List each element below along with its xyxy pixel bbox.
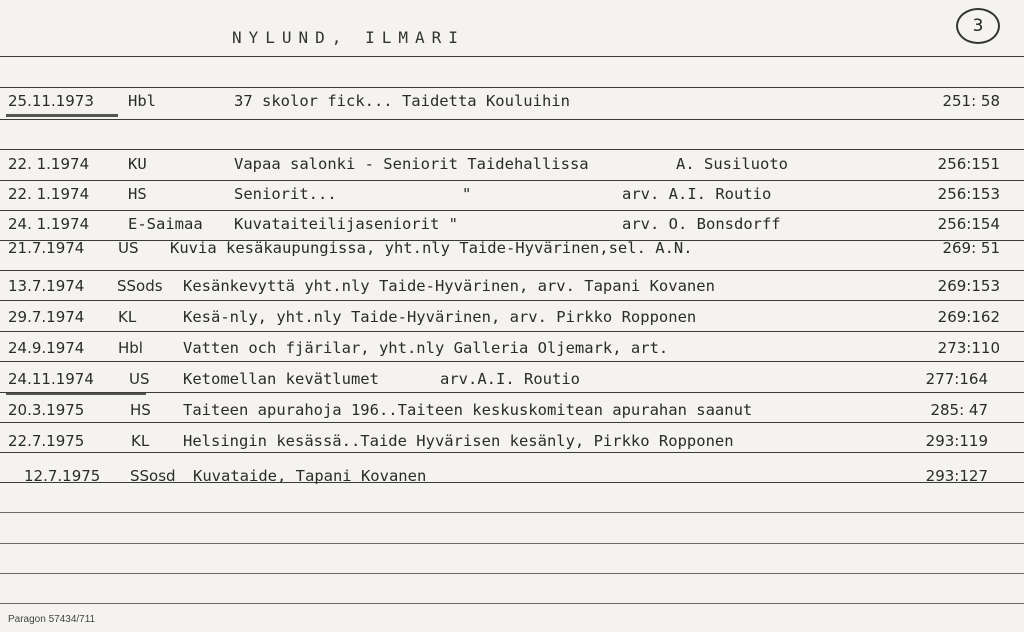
entry-extra: arv.A.I. Routio <box>440 370 580 388</box>
entry-text: 37 skolor fick... Taidetta Kouluihin <box>234 92 570 110</box>
list-item <box>0 308 1024 332</box>
entry-ref: 269: 51 <box>942 239 1000 257</box>
entry-ref: 273:110 <box>937 339 1000 357</box>
rule-line <box>0 603 1024 604</box>
rule-line <box>0 543 1024 544</box>
entry-source: SSosd <box>130 467 176 485</box>
entry-text: Kuvataiteilijaseniorit " <box>234 215 458 233</box>
list-item <box>0 277 1024 301</box>
list-item <box>0 339 1024 363</box>
entry-source: US <box>129 370 150 388</box>
list-item <box>0 401 1024 425</box>
rule-line <box>0 149 1024 150</box>
entry-ref: 277:164 <box>925 370 988 388</box>
entry-text: Seniorit... <box>234 185 337 203</box>
card-title: NYLUND, ILMARI <box>232 28 465 47</box>
entry-text: Kuvataide, Tapani Kovanen <box>193 467 427 485</box>
entry-source: Hbl <box>128 92 156 110</box>
entry-source: KL <box>118 308 137 326</box>
rule-line <box>0 512 1024 513</box>
entry-date: 22.7.1975 <box>8 432 85 450</box>
list-item <box>0 215 1024 239</box>
entry-source: KL <box>131 432 150 450</box>
underline-mark <box>6 114 118 117</box>
rule-line <box>0 180 1024 181</box>
entry-date: 20.3.1975 <box>8 401 85 419</box>
entry-date: 22. 1.1974 <box>8 155 90 173</box>
entry-date: 25.11.1973 <box>8 92 94 110</box>
entry-source: HS <box>128 185 147 203</box>
entry-date: 22. 1.1974 <box>8 185 90 203</box>
entry-date: 13.7.1974 <box>8 277 85 295</box>
rule-line <box>0 87 1024 88</box>
entry-source: KU <box>128 155 147 173</box>
entry-ref: 269:162 <box>937 308 1000 326</box>
entry-text: Vatten och fjärilar, yht.nly Galleria Oljemark, art. <box>183 339 669 357</box>
entry-date: 21.7.1974 <box>8 239 85 257</box>
entry-text: Kesänkevyttä yht.nly Taide-Hyvärinen, arv. Tapani Kovanen <box>183 277 715 295</box>
entry-ref: 285: 47 <box>930 401 988 419</box>
rule-line <box>0 573 1024 574</box>
entry-date: 12.7.1975 <box>24 467 101 485</box>
entry-ref: 256:154 <box>937 215 1000 233</box>
rule-line <box>0 210 1024 211</box>
entry-ref: 256:151 <box>937 155 1000 173</box>
list-item <box>0 239 1024 263</box>
entry-source: SSods <box>117 277 163 295</box>
underline-mark <box>6 393 146 395</box>
rule-line <box>0 56 1024 57</box>
entry-source: US <box>118 239 139 257</box>
entry-extra: A. Susiluoto <box>676 155 788 173</box>
entry-ref: 269:153 <box>937 277 1000 295</box>
entry-ref: 293:119 <box>925 432 988 450</box>
list-item <box>0 185 1024 209</box>
entry-text: Vapaa salonki - Seniorit Taidehallissa <box>234 155 589 173</box>
entry-ref: 256:153 <box>937 185 1000 203</box>
rule-line <box>0 270 1024 271</box>
entry-extra: arv. O. Bonsdorff <box>622 215 781 233</box>
entry-ditto: " <box>462 185 472 203</box>
entry-text: Kuvia kesäkaupungissa, yht.nly Taide-Hyvärinen,sel. A.N. <box>170 239 693 257</box>
entry-source: HS <box>130 401 151 419</box>
entry-text: Taiteen apurahoja 196..Taiteen keskuskomitean apurahan saanut <box>183 401 753 419</box>
entry-source: E-Saimaa <box>128 215 203 233</box>
entry-date: 29.7.1974 <box>8 308 85 326</box>
entry-extra: arv. A.I. Routio <box>622 185 772 203</box>
card-footer: Paragon 57434/711 <box>8 614 96 625</box>
list-item <box>0 370 1024 394</box>
card-number: 3 <box>972 16 984 36</box>
entry-text: Kesä-nly, yht.nly Taide-Hyvärinen, arv. Pirkko Ropponen <box>183 308 697 326</box>
list-item <box>0 432 1024 456</box>
list-item <box>0 155 1024 179</box>
entry-date: 24. 1.1974 <box>8 215 90 233</box>
entry-ref: 293:127 <box>925 467 988 485</box>
list-item <box>0 467 1024 491</box>
entry-date: 24.11.1974 <box>8 370 94 388</box>
entry-text: Ketomellan kevätlumet <box>183 370 379 388</box>
list-item <box>0 92 1024 116</box>
entry-source: Hbl <box>118 339 143 357</box>
entry-ref: 251: 58 <box>942 92 1000 110</box>
rule-line <box>0 119 1024 120</box>
entry-text: Helsingin kesässä..Taide Hyvärisen kesänly, Pirkko Ropponen <box>183 432 734 450</box>
entry-date: 24.9.1974 <box>8 339 85 357</box>
card-number-circle <box>956 8 1000 44</box>
